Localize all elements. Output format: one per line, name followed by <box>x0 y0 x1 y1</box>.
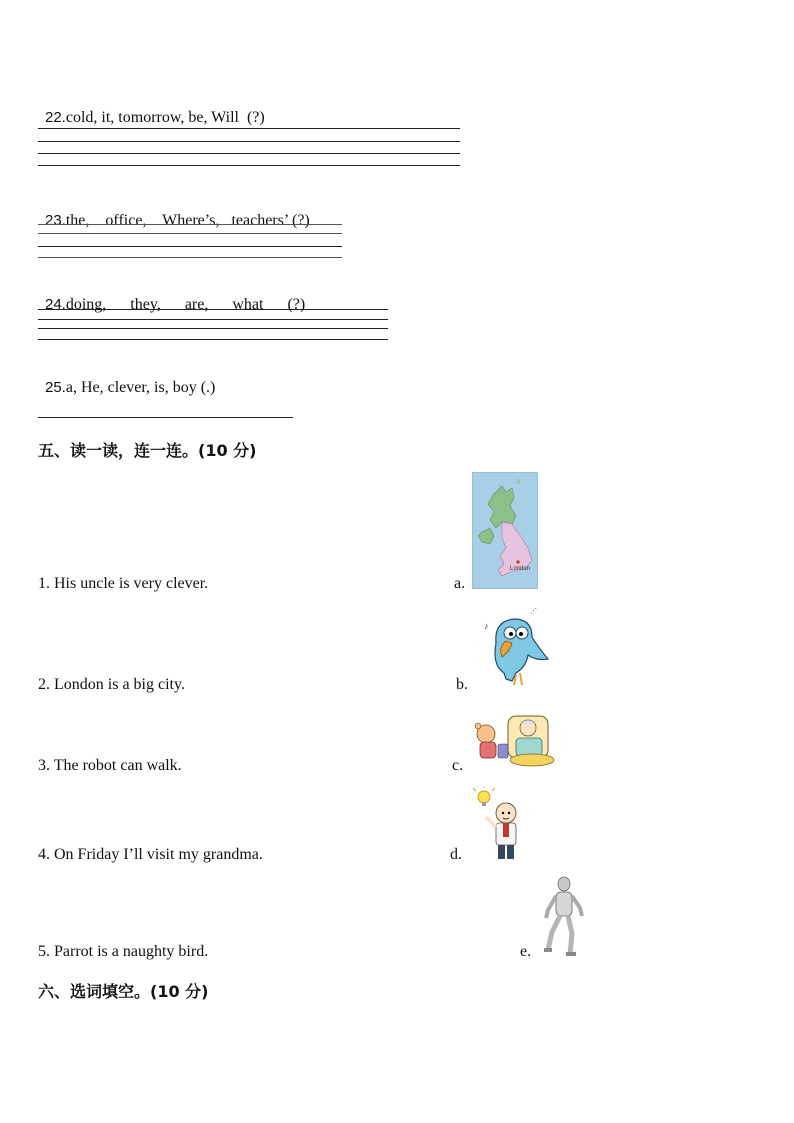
question-text: a, He, clever, is, boy (.) <box>65 379 216 396</box>
question-22 <box>37 88 265 128</box>
question-text: the, office, Where’s, teachers’ (?) <box>65 212 310 229</box>
answer-line[interactable] <box>38 246 342 247</box>
clever-boy-icon <box>472 787 528 863</box>
answer-line[interactable] <box>38 233 342 234</box>
match-letter-b: b. <box>456 676 468 693</box>
match-letter-a: a. <box>454 575 466 592</box>
answer-line[interactable] <box>38 417 293 418</box>
svg-text:♪: ♪ <box>484 621 489 631</box>
answer-line[interactable] <box>38 328 388 329</box>
question-number: 23. <box>45 212 66 229</box>
answer-line[interactable] <box>38 339 388 340</box>
answer-line[interactable] <box>38 309 388 310</box>
section-five-title: 五、读一读，连一连。(10 分) <box>38 441 257 460</box>
match-sentence-4: 4. On Friday I’ll visit my grandma. <box>38 846 263 863</box>
match-sentence-3: 3. The robot can walk. <box>38 757 182 774</box>
robot-icon <box>536 876 588 958</box>
answer-line[interactable] <box>38 141 460 142</box>
answer-line[interactable] <box>38 224 342 225</box>
answer-line[interactable] <box>38 257 342 258</box>
question-number: 25. <box>45 379 66 396</box>
question-25 <box>37 358 215 398</box>
parrot-icon <box>476 603 556 687</box>
match-letter-c: c. <box>452 757 464 774</box>
question-text: doing, they, are, what (?) <box>65 296 306 313</box>
question-number: 24. <box>45 296 66 313</box>
uk-map-icon <box>472 472 538 589</box>
grandma-and-baby-icon <box>472 712 556 768</box>
match-sentence-5: 5. Parrot is a naughty bird. <box>38 943 209 960</box>
question-text: cold, it, tomorrow, be, Will (?) <box>65 109 265 126</box>
question-number: 22. <box>45 109 66 126</box>
svg-text:⋰: ⋰ <box>530 607 537 615</box>
match-sentence-2: 2. London is a big city. <box>38 676 185 693</box>
map-label: London <box>510 566 531 572</box>
section-six-title: 六、选词填空。(10 分) <box>38 982 209 1001</box>
match-sentence-1: 1. His uncle is very clever. <box>38 575 209 592</box>
answer-line[interactable] <box>38 153 460 154</box>
answer-line[interactable] <box>38 319 388 320</box>
match-letter-e: e. <box>520 943 532 960</box>
answer-line[interactable] <box>38 128 460 129</box>
answer-line[interactable] <box>38 165 460 166</box>
question-23 <box>37 191 310 231</box>
match-letter-d: d. <box>450 846 462 863</box>
